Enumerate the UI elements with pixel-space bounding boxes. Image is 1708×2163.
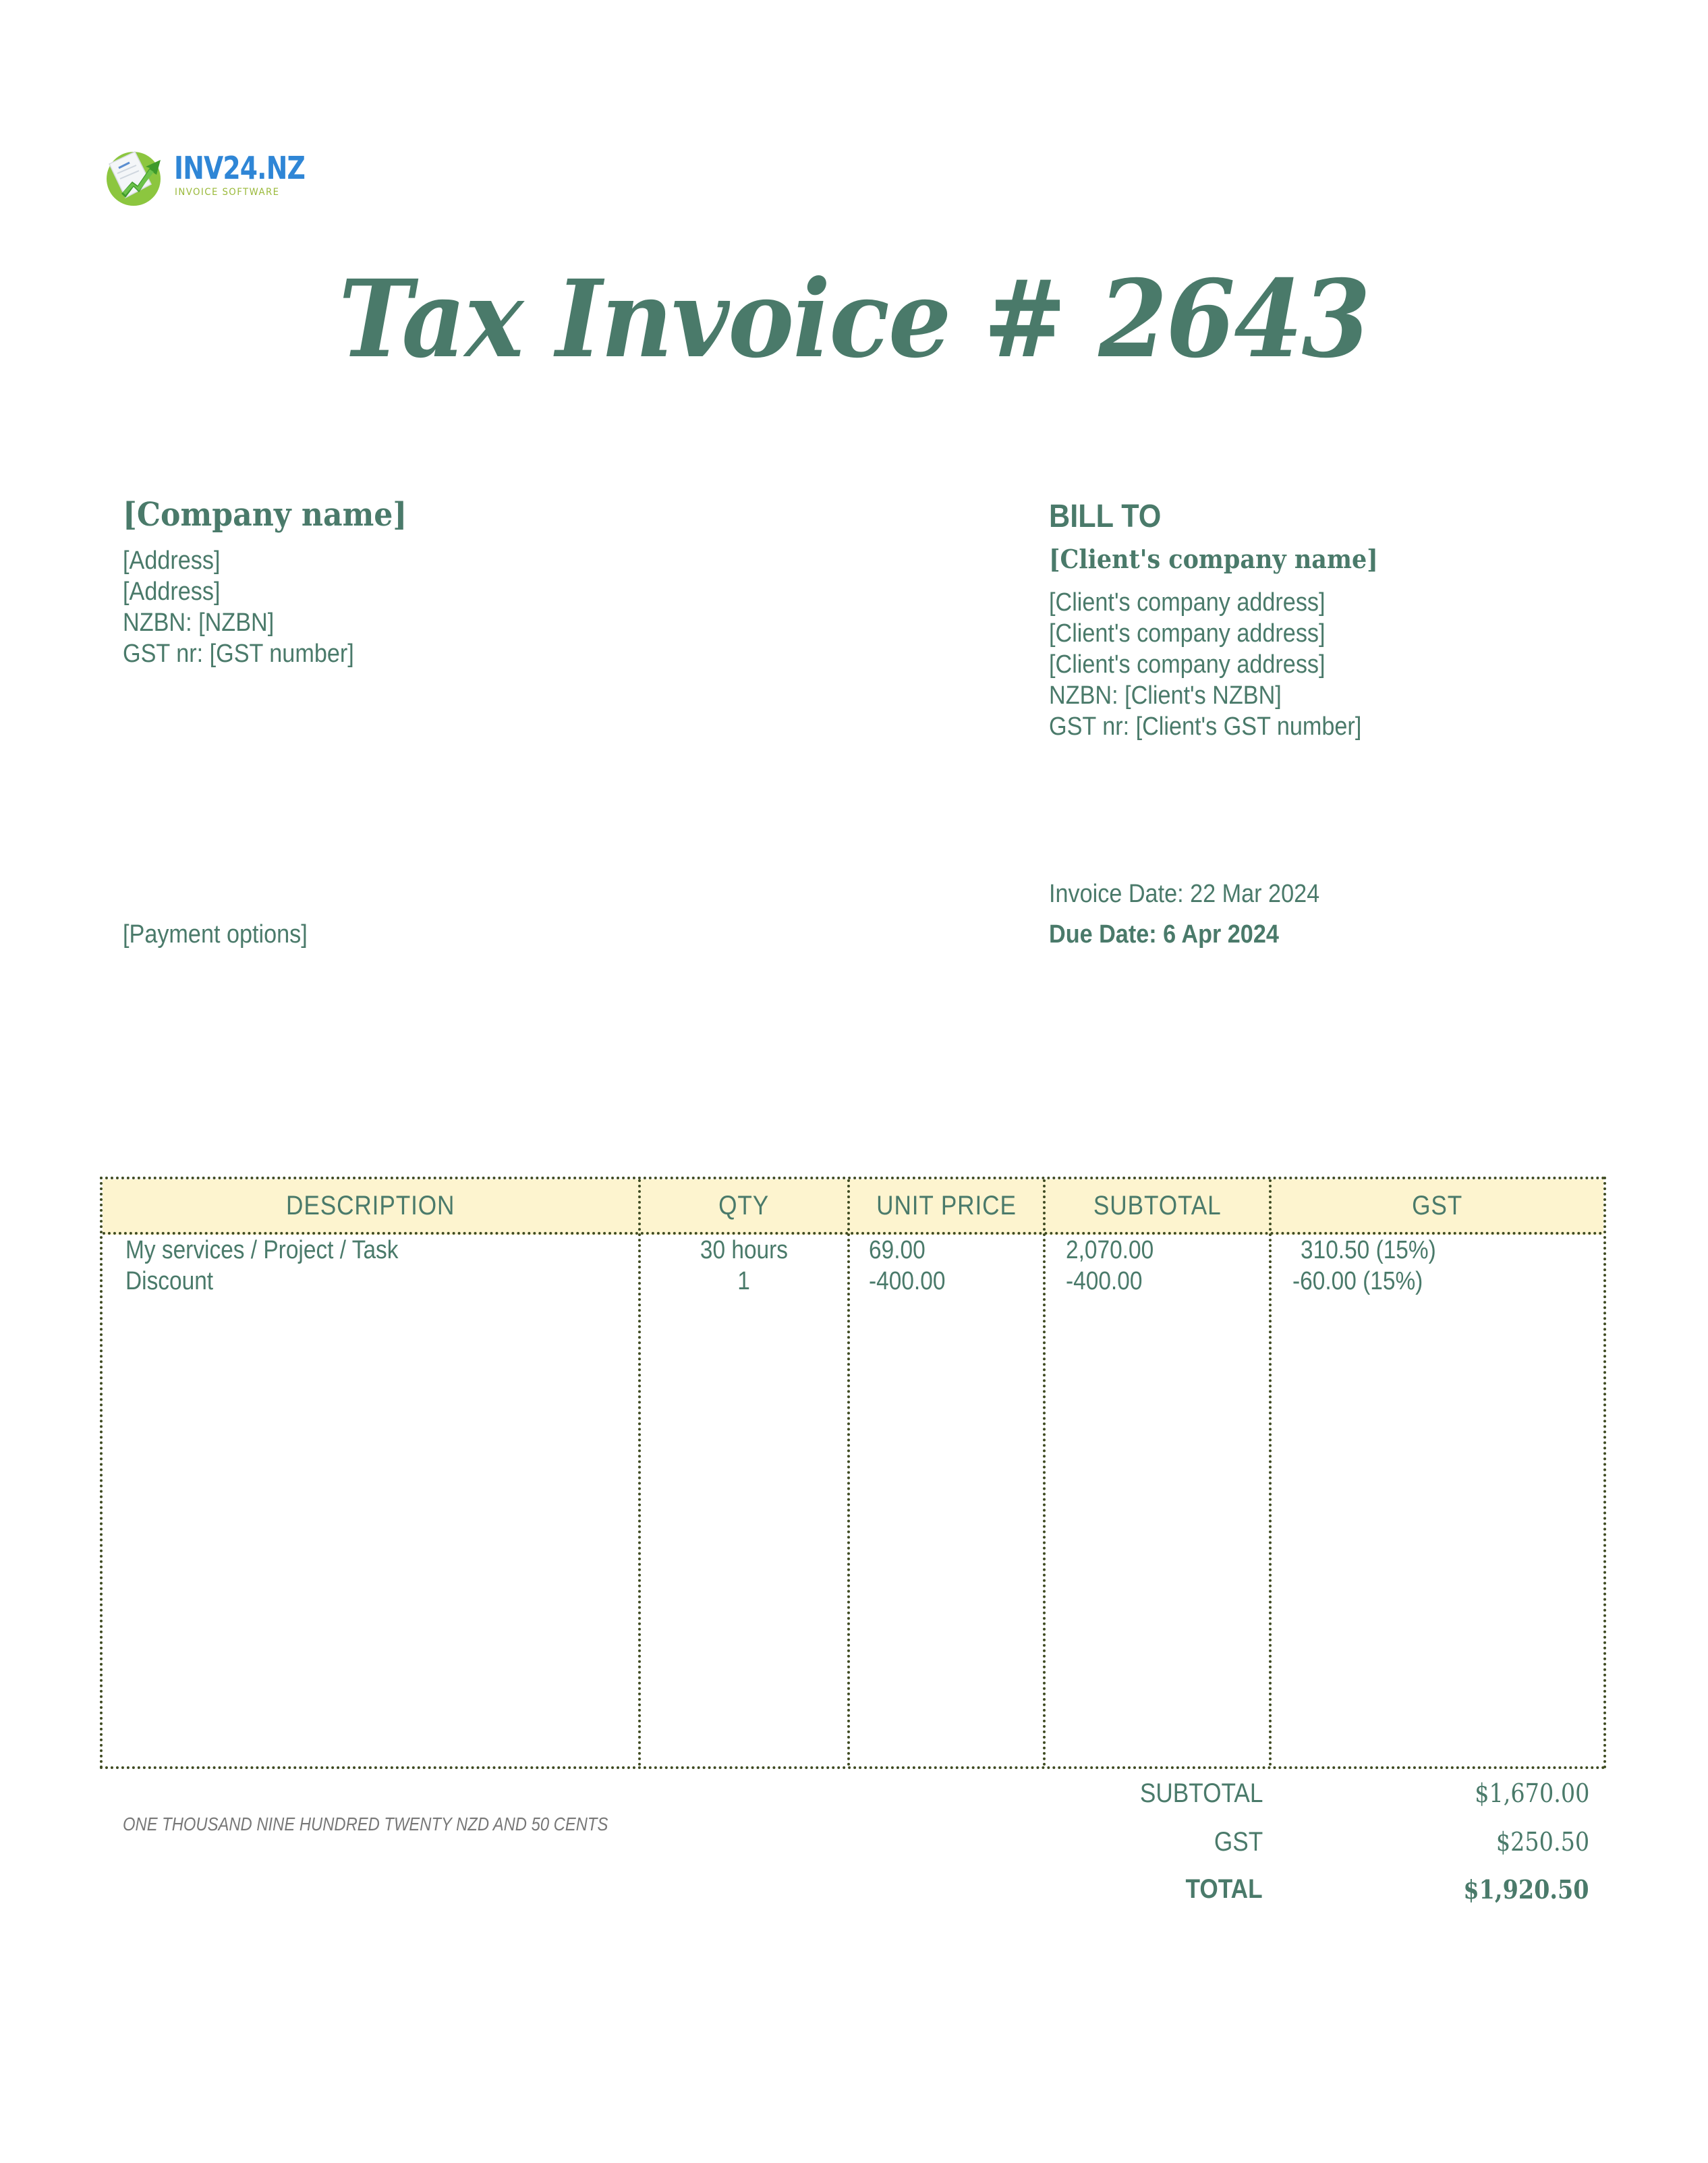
- column-divider: [1043, 1179, 1046, 1766]
- total-value: $1,920.50: [1463, 1874, 1589, 1905]
- cell-qty: 1: [737, 1267, 751, 1295]
- column-header-subtotal: SUBTOTAL: [1093, 1191, 1222, 1220]
- gst-value: $250.50: [1496, 1827, 1589, 1857]
- amount-in-words: ONE THOUSAND NINE HUNDRED TWENTY NZD AND 50 CENTS: [123, 1814, 608, 1834]
- brand-logo: [101, 143, 304, 208]
- cell-subtotal: 2,070.00: [1066, 1236, 1154, 1264]
- company-details: [123, 545, 354, 669]
- due-date: Due Date: 6 Apr 2024: [1049, 920, 1279, 949]
- gst-label: GST: [1214, 1827, 1263, 1857]
- company-name: [Company name]: [123, 496, 407, 534]
- cell-subtotal: -400.00: [1066, 1267, 1143, 1295]
- client-address-line-3: [Client's company address]: [1049, 650, 1326, 679]
- total-label: TOTAL: [1185, 1874, 1263, 1904]
- cell-gst: 310.50 (15%): [1301, 1236, 1436, 1264]
- subtotal-label: SUBTOTAL: [1139, 1778, 1263, 1808]
- cell-qty: 30 hours: [700, 1236, 789, 1264]
- cell-description: Discount: [125, 1267, 214, 1295]
- company-nzbn: NZBN: [NZBN]: [123, 609, 275, 637]
- invoice-title: Tax Invoice # 2643: [339, 257, 1369, 382]
- column-header-gst: GST: [1412, 1191, 1463, 1220]
- column-header-unit-price: UNIT PRICE: [876, 1191, 1017, 1220]
- client-details: [1049, 587, 1361, 742]
- client-address-line-1: [Client's company address]: [1049, 588, 1326, 617]
- bill-to-heading: BILL TO: [1049, 499, 1162, 534]
- payment-options: [Payment options]: [123, 920, 308, 949]
- client-gst-number: GST nr: [Client's GST number]: [1049, 712, 1362, 741]
- invoice-growth-arrow-icon: [103, 145, 165, 207]
- company-address-line-2: [Address]: [123, 578, 221, 606]
- column-header-qty: QTY: [718, 1191, 770, 1220]
- column-divider: [1269, 1179, 1272, 1766]
- logo-wordmark: INV24.NZ: [174, 150, 305, 186]
- column-header-description: DESCRIPTION: [285, 1191, 455, 1220]
- cell-unit-price: 69.00: [869, 1236, 926, 1264]
- logo-tagline: INVOICE SOFTWARE: [175, 187, 280, 198]
- line-items-table: [100, 1177, 1606, 1769]
- client-nzbn: NZBN: [Client's NZBN]: [1049, 681, 1282, 710]
- client-address-line-2: [Client's company address]: [1049, 619, 1326, 648]
- subtotal-value: $1,670.00: [1474, 1778, 1589, 1808]
- cell-unit-price: -400.00: [869, 1267, 946, 1295]
- cell-description: My services / Project / Task: [125, 1236, 399, 1264]
- client-company-name: [Client's company name]: [1049, 544, 1378, 574]
- company-gst-number: GST nr: [GST number]: [123, 640, 354, 668]
- invoice-date: Invoice Date: 22 Mar 2024: [1049, 880, 1320, 908]
- column-divider: [847, 1179, 850, 1766]
- company-address-line-1: [Address]: [123, 546, 221, 575]
- cell-gst: -60.00 (15%): [1292, 1267, 1423, 1295]
